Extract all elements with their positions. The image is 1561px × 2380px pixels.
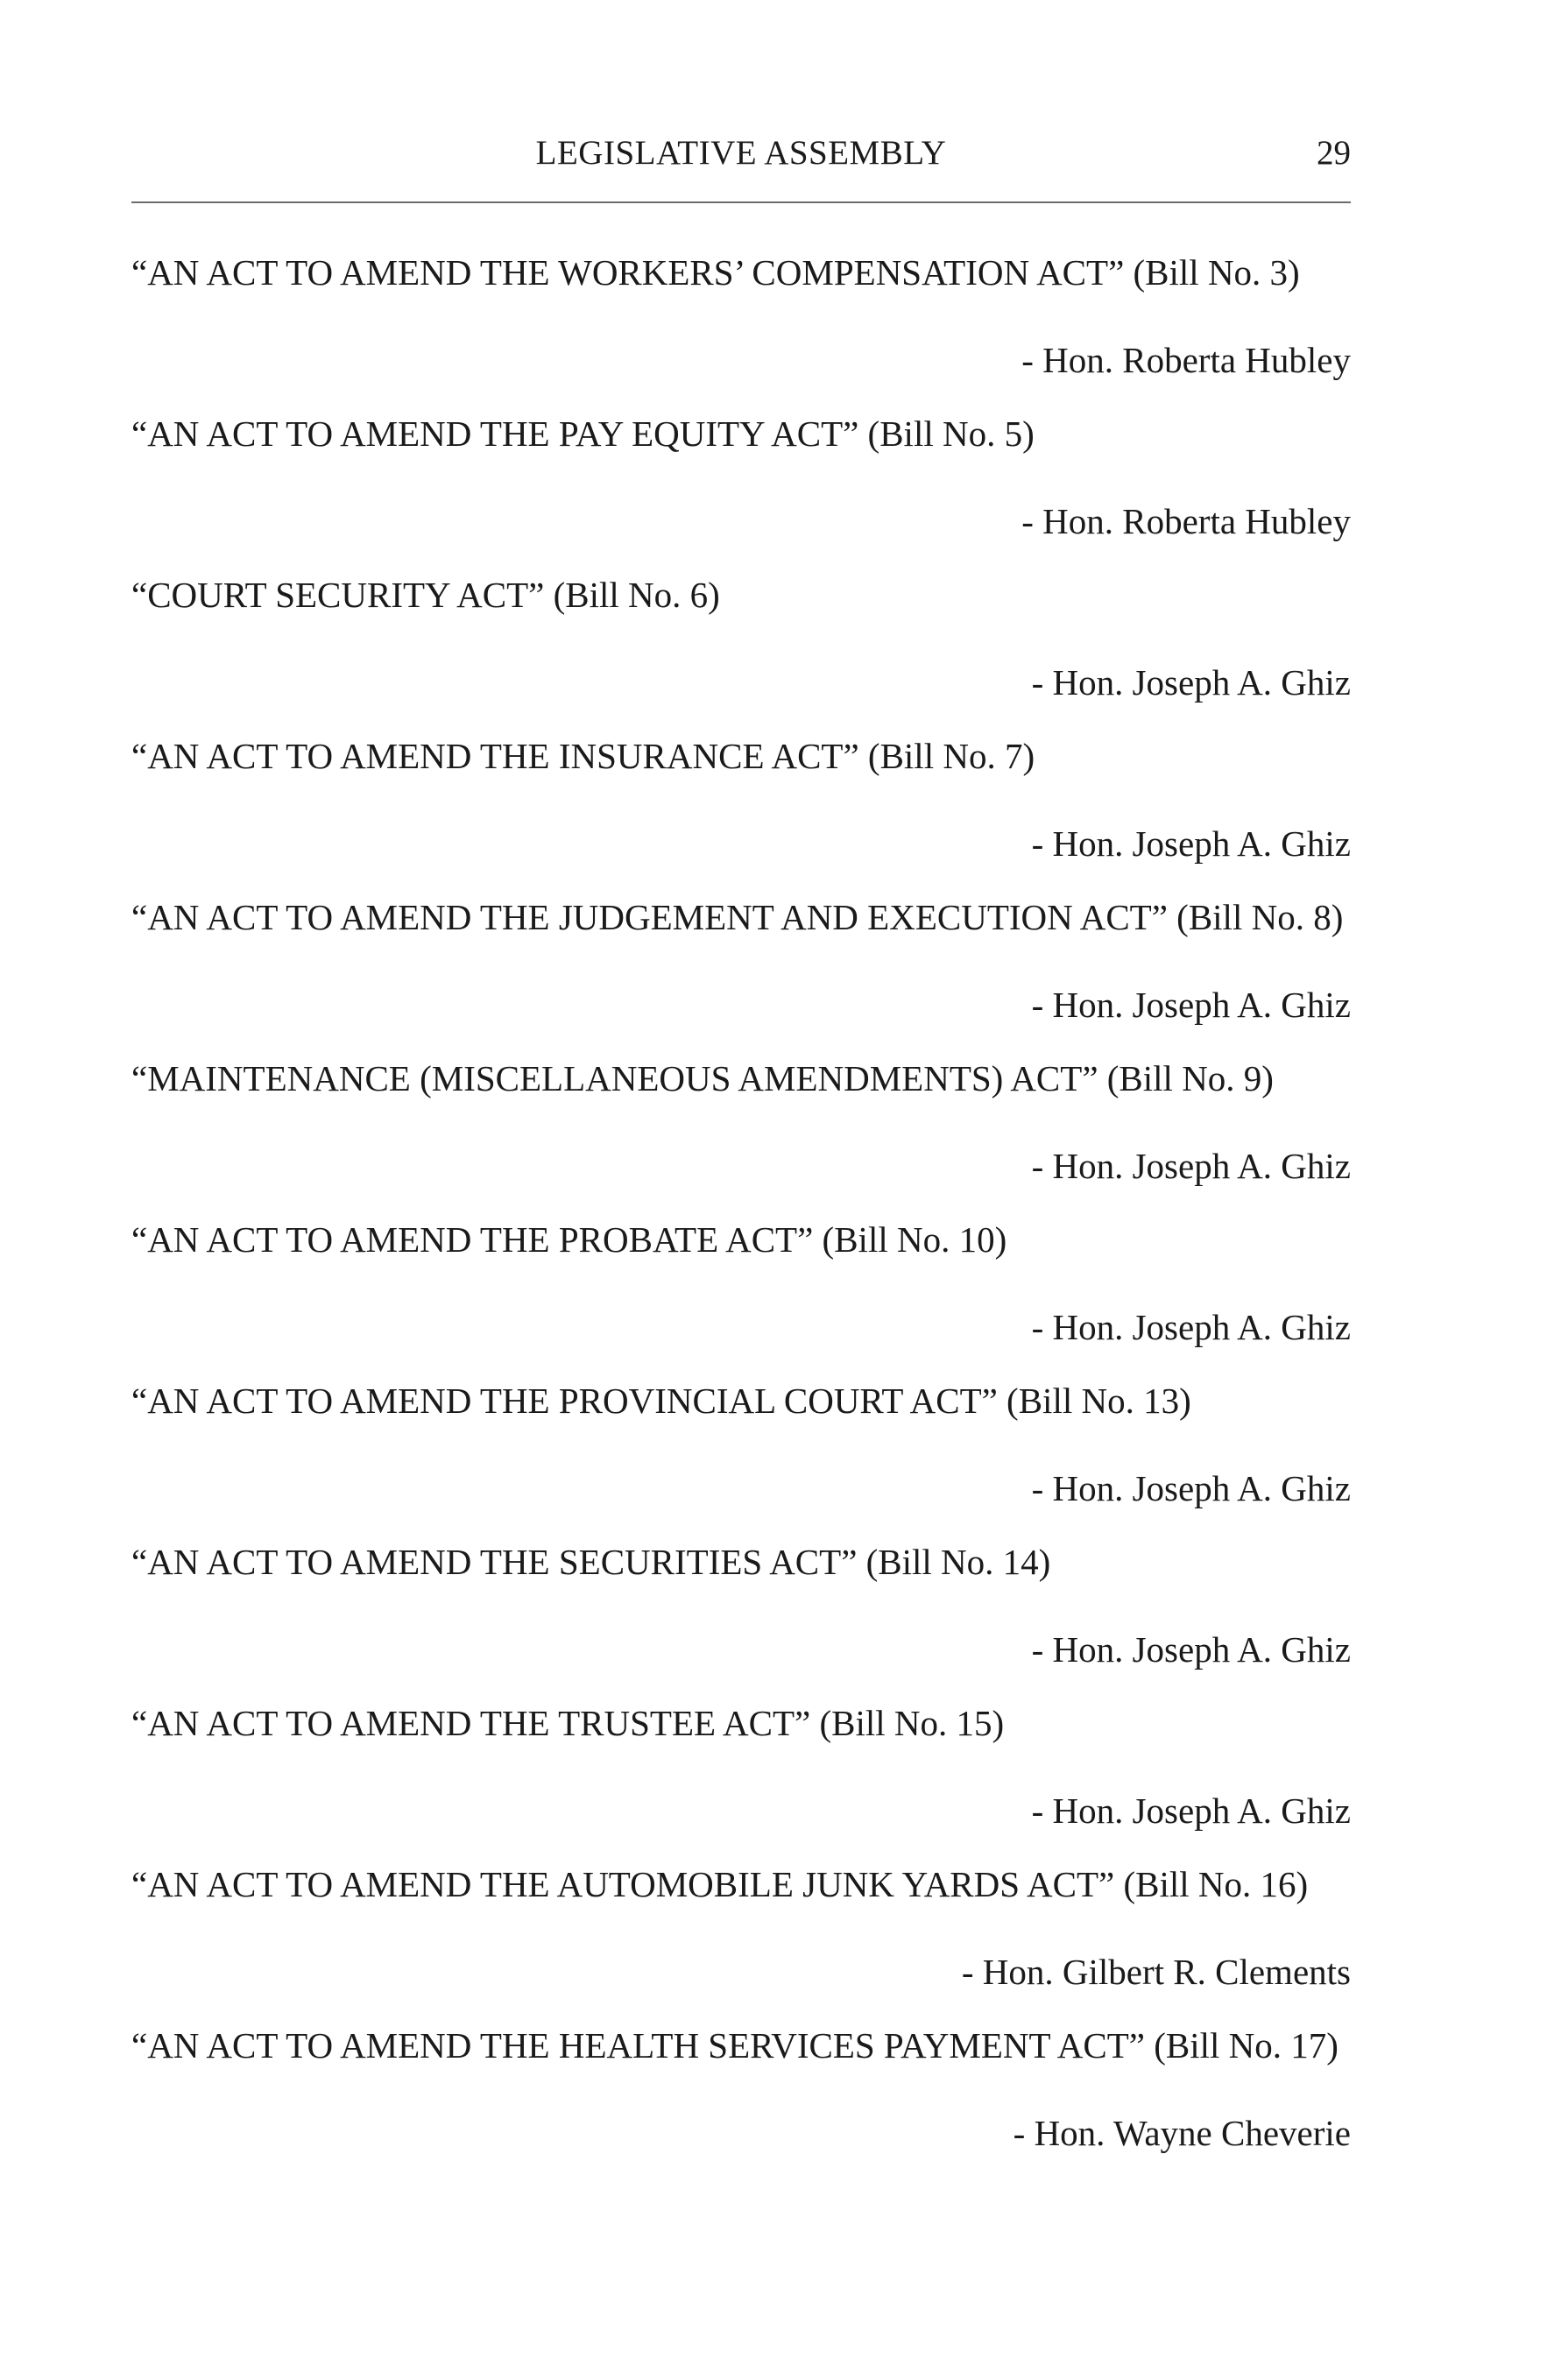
bill-entry bbox=[131, 894, 1351, 1028]
bill-title: “AN ACT TO AMEND THE PROVINCIAL COURT ACT” (Bill No. 13) bbox=[131, 1381, 1191, 1421]
bill-entry bbox=[131, 2023, 1351, 2156]
bill-title: “AN ACT TO AMEND THE PAY EQUITY ACT” (Bill No. 5) bbox=[131, 413, 1035, 454]
bill-sponsor: - Hon. Joseph A. Ghiz bbox=[1031, 1146, 1351, 1186]
bill-title: “AN ACT TO AMEND THE INSURANCE ACT” (Bill No. 7) bbox=[131, 736, 1035, 776]
bill-entry bbox=[131, 1217, 1351, 1350]
bill-title: “MAINTENANCE (MISCELLANEOUS AMENDMENTS) ACT” (Bill No. 9) bbox=[131, 1058, 1274, 1098]
bill-list bbox=[131, 250, 1351, 2184]
bill-entry bbox=[131, 1378, 1351, 1511]
bill-entry bbox=[131, 1700, 1351, 1833]
bill-entry bbox=[131, 733, 1351, 866]
bill-sponsor: - Hon. Joseph A. Ghiz bbox=[1031, 1790, 1351, 1831]
header-rule bbox=[131, 201, 1351, 203]
bill-sponsor: - Hon. Gilbert R. Clements bbox=[961, 1952, 1351, 1992]
bill-title: “AN ACT TO AMEND THE SECURITIES ACT” (Bill No. 14) bbox=[131, 1542, 1051, 1582]
bill-entry bbox=[131, 1539, 1351, 1672]
bill-sponsor: - Hon. Roberta Hubley bbox=[1021, 501, 1351, 541]
bill-sponsor: - Hon. Joseph A. Ghiz bbox=[1031, 823, 1351, 864]
bill-entry bbox=[131, 572, 1351, 705]
bill-entry bbox=[131, 1056, 1351, 1189]
bill-entry bbox=[131, 411, 1351, 544]
bill-title: “AN ACT TO AMEND THE JUDGEMENT AND EXECUTION ACT” (Bill No. 8) bbox=[131, 897, 1344, 937]
bill-entry bbox=[131, 250, 1351, 383]
bill-sponsor: - Hon. Joseph A. Ghiz bbox=[1031, 1629, 1351, 1670]
header-title: LEGISLATIVE ASSEMBLY bbox=[535, 134, 947, 172]
bill-title: “AN ACT TO AMEND THE AUTOMOBILE JUNK YARDS ACT” (Bill No. 16) bbox=[131, 1864, 1309, 1904]
bill-sponsor: - Hon. Roberta Hubley bbox=[1021, 340, 1351, 380]
bill-entry bbox=[131, 1861, 1351, 1995]
document-page bbox=[131, 0, 1351, 2380]
bill-sponsor: - Hon. Joseph A. Ghiz bbox=[1031, 1468, 1351, 1508]
bill-title: “AN ACT TO AMEND THE TRUSTEE ACT” (Bill No. 15) bbox=[131, 1703, 1005, 1743]
bill-title: “AN ACT TO AMEND THE HEALTH SERVICES PAYMENT ACT” (Bill No. 17) bbox=[131, 2025, 1339, 2066]
bill-title: “COURT SECURITY ACT” (Bill No. 6) bbox=[131, 575, 720, 615]
bill-sponsor: - Hon. Joseph A. Ghiz bbox=[1031, 662, 1351, 703]
bill-sponsor: - Hon. Wayne Cheverie bbox=[1013, 2113, 1351, 2153]
bill-sponsor: - Hon. Joseph A. Ghiz bbox=[1031, 985, 1351, 1025]
bill-title: “AN ACT TO AMEND THE WORKERS’ COMPENSATION ACT” (Bill No. 3) bbox=[131, 252, 1300, 293]
page-number: 29 bbox=[1317, 134, 1351, 172]
bill-title: “AN ACT TO AMEND THE PROBATE ACT” (Bill No. 10) bbox=[131, 1219, 1007, 1260]
running-head bbox=[131, 127, 1351, 180]
bill-sponsor: - Hon. Joseph A. Ghiz bbox=[1031, 1307, 1351, 1347]
